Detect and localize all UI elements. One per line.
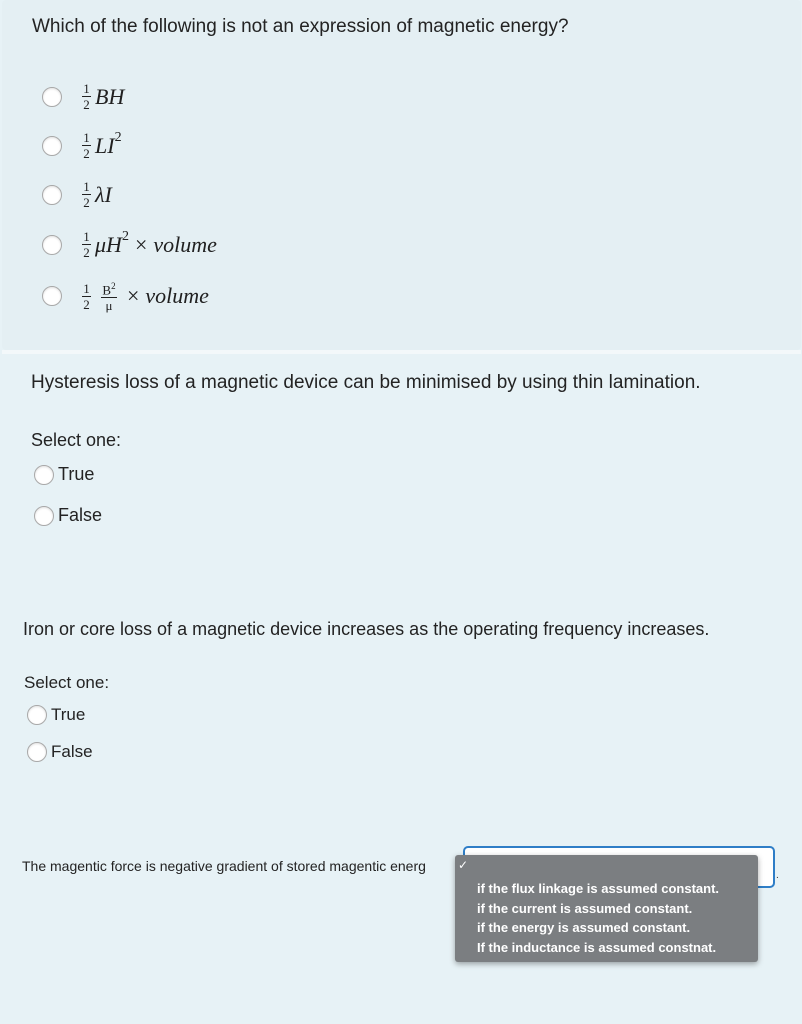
dropdown-option[interactable]: If the inductance is assumed constnat.: [477, 939, 717, 955]
expr-half-mu-h-squared-volume: $\frac{1}{2}$ μH 2 × volume: [83, 228, 217, 260]
q3-option-false[interactable]: False: [27, 742, 93, 762]
q1-option-5[interactable]: [42, 280, 209, 312]
expr-half-li-squared: $\frac{1}{2}$ LI 2: [83, 129, 122, 161]
dropdown-option[interactable]: if the current is assumed constant.: [477, 900, 693, 916]
q3-option-true[interactable]: True: [27, 705, 85, 725]
radio-button[interactable]: [34, 506, 54, 526]
dropdown-menu[interactable]: [455, 855, 758, 962]
q2-option-false[interactable]: False: [34, 505, 102, 526]
radio-button[interactable]: [42, 87, 62, 107]
expr-half-bh: $\frac{1}{2}$ BH: [83, 81, 125, 112]
checkmark-icon: ✓: [458, 858, 469, 872]
radio-button[interactable]: [42, 286, 62, 306]
radio-button[interactable]: [27, 705, 47, 725]
q1-option-2[interactable]: [42, 131, 122, 160]
question-3-text: Iron or core loss of a magnetic device increases as the operating frequency increases.: [23, 619, 710, 639]
question-2-text: Hysteresis loss of a magnetic device can be minimised by using thin lamination.: [31, 372, 701, 393]
expr-half-lambda-i: $\frac{1}{2}$ λI: [83, 179, 112, 210]
trailing-period: .: [776, 870, 779, 881]
radio-button[interactable]: [42, 185, 62, 205]
select-one-label: Select one:: [31, 430, 122, 450]
radio-button[interactable]: [42, 235, 62, 255]
radio-button[interactable]: [42, 136, 62, 156]
q1-option-3[interactable]: [42, 180, 112, 209]
q2-option-true[interactable]: True: [34, 464, 94, 485]
radio-button[interactable]: [27, 742, 47, 762]
expr-half-b-squared-over-mu-volume: $\frac{1}{2}$ $\frac{B^2}{\mu}$ × volume: [83, 280, 209, 314]
dropdown-option[interactable]: if the energy is assumed constant.: [477, 920, 691, 935]
q1-option-1[interactable]: [42, 82, 124, 111]
question-divider: [2, 350, 801, 354]
question-1-text: Which of the following is not an expression of magnetic energy?: [32, 16, 569, 37]
q1-option-4[interactable]: [42, 230, 217, 259]
radio-button[interactable]: [34, 465, 54, 485]
select-one-label: Select one:: [24, 673, 110, 692]
dropdown-option[interactable]: if the flux linkage is assumed constant.: [477, 881, 720, 896]
question-4-text: The magentic force is negative gradient of stored magentic energ: [22, 858, 426, 874]
